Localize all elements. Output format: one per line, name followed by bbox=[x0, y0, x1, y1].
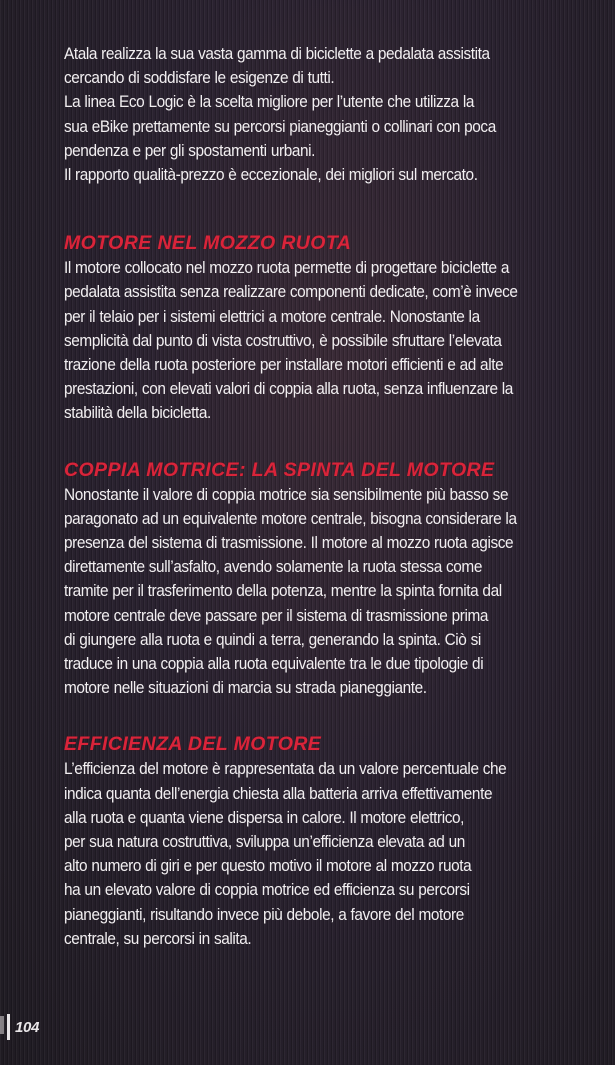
paragraph-line: Nonostante il valore di coppia motrice sia sensibilmente più basso se bbox=[64, 484, 509, 504]
content-column bbox=[64, 42, 604, 983]
paragraph-line: di giungere alla ruota e quindi a terra, generando la spinta. Ciò si bbox=[64, 629, 481, 649]
intro-line: sua eBike prettamente su percorsi pianeggianti o collinari con poca bbox=[64, 116, 496, 136]
paragraph-line: semplicità dal punto di vista costruttivo, è possibile sfruttare l’elevata bbox=[64, 330, 502, 350]
paragraph-line: presenza del sistema di trasmissione. Il motore al mozzo ruota agisce bbox=[64, 533, 514, 553]
paragraph-line: Il motore collocato nel mozzo ruota permette di progettare biciclette a bbox=[64, 258, 509, 278]
section-motore-mozzo bbox=[64, 231, 604, 425]
section-heading: MOTORE NEL MOZZO RUOTA bbox=[64, 232, 352, 255]
paragraph-line: indica quanta dell’energia chiesta alla batteria arriva effettivamente bbox=[64, 783, 493, 803]
paragraph-line: alto numero di giri e per questo motivo il motore al mozzo ruota bbox=[64, 856, 472, 876]
paragraph-line: motore centrale deve passare per il sistema di trasmissione prima bbox=[64, 605, 489, 625]
paragraph-line: alla ruota e quanta viene dispersa in calore. Il motore elettrico, bbox=[64, 807, 465, 827]
paragraph-line: prestazioni, con elevati valori di coppia alla ruota, senza influenzare la bbox=[64, 379, 513, 399]
intro-paragraph bbox=[64, 42, 607, 187]
paragraph-line: tramite per il trasferimento della potenza, mentre la spinta fornita dal bbox=[64, 581, 502, 601]
paragraph-line: stabilità della bicicletta. bbox=[64, 403, 211, 423]
intro-line: Il rapporto qualità-prezzo è eccezionale, dei migliori sul mercato. bbox=[64, 165, 478, 185]
page-footer bbox=[0, 1014, 39, 1040]
paragraph-line: per il telaio per i sistemi elettrici a motore centrale. Nonostante la bbox=[64, 306, 480, 326]
paragraph-line: trazione della ruota posteriore per installare motori efficienti e ad alte bbox=[64, 355, 504, 375]
section-paragraph bbox=[64, 757, 607, 951]
page-number: 104 bbox=[15, 1018, 40, 1036]
intro-line: pendenza e per gli spostamenti urbani. bbox=[64, 140, 316, 160]
paragraph-line: pianeggianti, risultando invece più debole, a favore del motore bbox=[64, 904, 464, 924]
intro-line: cercando di soddisfare le esigenze di tutti. bbox=[64, 68, 335, 88]
paragraph-line: paragonato ad un equivalente motore centrale, bisogna considerare la bbox=[64, 508, 517, 528]
section-efficienza bbox=[64, 732, 604, 951]
section-paragraph bbox=[64, 256, 607, 425]
intro-line: La linea Eco Logic è la scelta migliore per l’utente che utilizza la bbox=[64, 92, 475, 112]
paragraph-line: per sua natura costruttiva, sviluppa un’efficienza elevata ad un bbox=[64, 832, 465, 852]
paragraph-line: direttamente sull’asfalto, avendo solamente la ruota stessa come bbox=[64, 557, 482, 577]
intro-line: Atala realizza la sua vasta gamma di biciclette a pedalata assistita bbox=[64, 44, 490, 63]
section-heading: COPPIA MOTRICE: LA SPINTA DEL MOTORE bbox=[64, 458, 495, 481]
paragraph-line: L’efficienza del motore è rappresentata da un valore percentuale che bbox=[64, 759, 507, 779]
paragraph-line: traduce in una coppia alla ruota equivalente tra le due tipologie di bbox=[64, 654, 484, 674]
paragraph-line: pedalata assistita senza realizzare componenti dedicate, com’è invece bbox=[64, 282, 518, 302]
paragraph-line: centrale, su percorsi in salita. bbox=[64, 928, 252, 948]
page-divider bbox=[7, 1014, 10, 1040]
paragraph-line: ha un elevato valore di coppia motrice ed efficienza su percorsi bbox=[64, 880, 470, 900]
paragraph-line: motore nelle situazioni di marcia su strada pianeggiante. bbox=[64, 678, 427, 698]
section-paragraph bbox=[64, 483, 607, 701]
section-heading: EFFICIENZA DEL MOTORE bbox=[64, 733, 322, 756]
section-coppia-motrice bbox=[64, 458, 604, 701]
